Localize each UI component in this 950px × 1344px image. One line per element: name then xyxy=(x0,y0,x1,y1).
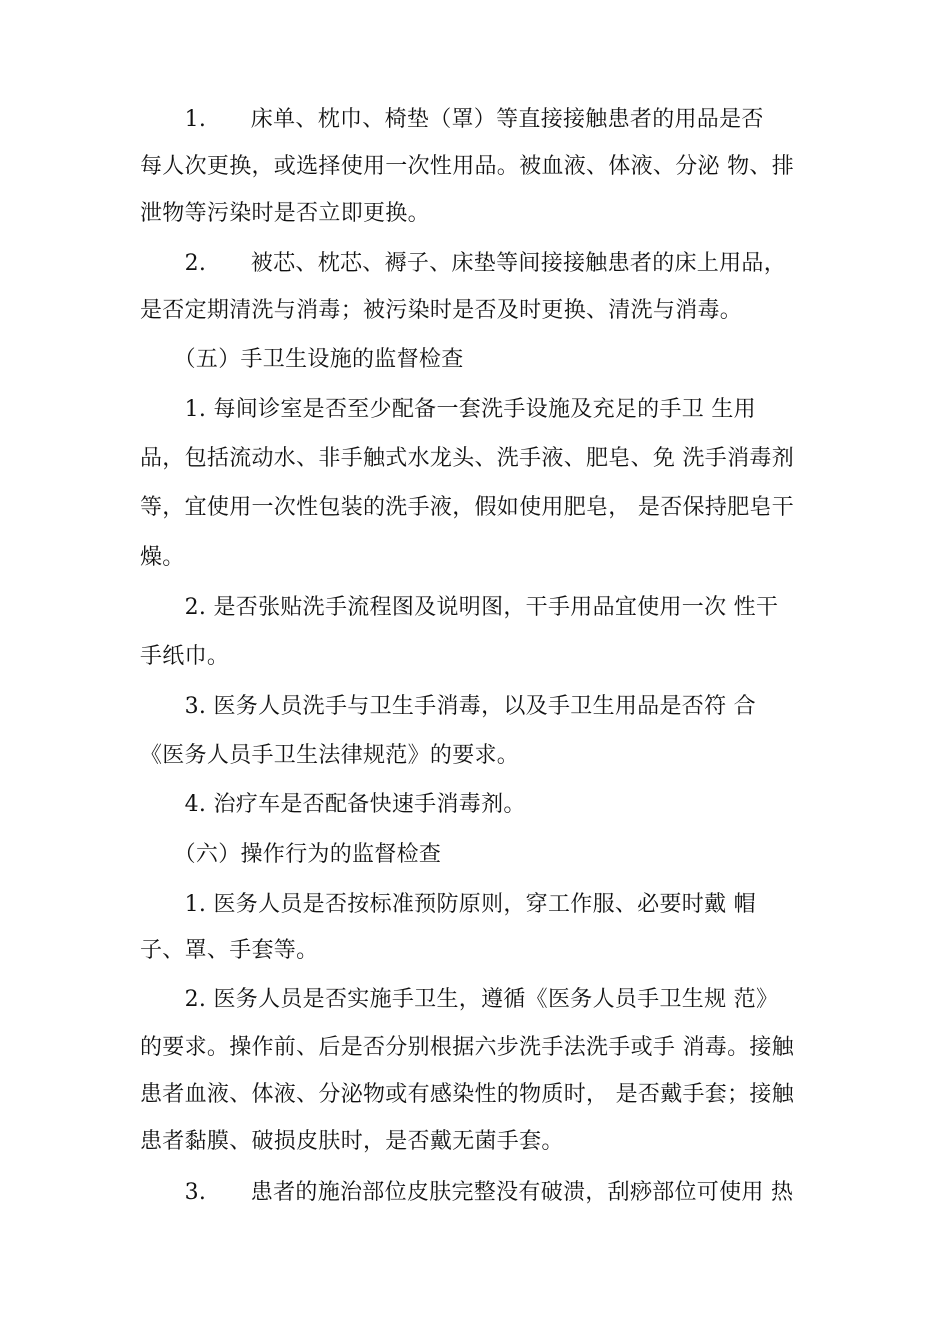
text-line: 燥。 xyxy=(140,545,185,570)
section-heading: （六）操作行为的监督检查 xyxy=(140,842,442,867)
text-line: 3. 医务人员洗手与卫生手消毒，以及手卫生用品是否符 合 xyxy=(140,694,756,719)
text-line: 1. 床单、枕巾、椅垫（罩）等直接接触患者的用品是否 xyxy=(140,107,764,132)
text-line: 2. 是否张贴洗手流程图及说明图，干手用品宜使用一次 性干 xyxy=(140,595,779,620)
text-line: 2. 医务人员是否实施手卫生，遵循《医务人员手卫生规 范》 xyxy=(140,987,779,1012)
text-line: 等，宜使用一次性包装的洗手液，假如使用肥皂， 是否保持肥皂干 xyxy=(140,495,794,520)
text-line: 1. 医务人员是否按标准预防原则，穿工作服、必要时戴 帽 xyxy=(140,892,756,917)
text-line: 患者血液、体液、分泌物或有感染性的物质时， 是否戴手套；接触 xyxy=(140,1082,794,1107)
text-line: 的要求。操作前、后是否分别根据六步洗手法洗手或手 消毒。接触 xyxy=(140,1035,794,1060)
text-line: 1. 每间诊室是否至少配备一套洗手设施及充足的手卫 生用 xyxy=(140,397,756,422)
section-heading: （五）手卫生设施的监督检查 xyxy=(140,347,464,372)
text-line: 是否定期清洗与消毒；被污染时是否及时更换、清洗与消毒。 xyxy=(140,298,743,323)
text-line: 4. 治疗车是否配备快速手消毒剂。 xyxy=(140,792,526,817)
text-line: 手纸巾。 xyxy=(140,644,230,669)
text-line: 品，包括流动水、非手触式水龙头、洗手液、肥皂、免 洗手消毒剂 xyxy=(140,446,794,471)
text-line: 患者黏膜、破损皮肤时，是否戴无菌手套。 xyxy=(140,1129,564,1154)
text-line: 每人次更换，或选择使用一次性用品。被血液、体液、分泌 物、排 xyxy=(140,154,794,179)
text-line: 《医务人员手卫生法律规范》的要求。 xyxy=(140,743,520,768)
text-line: 2. 被芯、枕芯、褥子、床垫等间接接触患者的床上用品， xyxy=(140,251,786,276)
text-line: 泄物等污染时是否立即更换。 xyxy=(140,201,430,226)
text-line: 3. 患者的施治部位皮肤完整没有破溃，刮痧部位可使用 热 xyxy=(140,1180,794,1205)
text-line: 子、罩、手套等。 xyxy=(140,938,319,963)
